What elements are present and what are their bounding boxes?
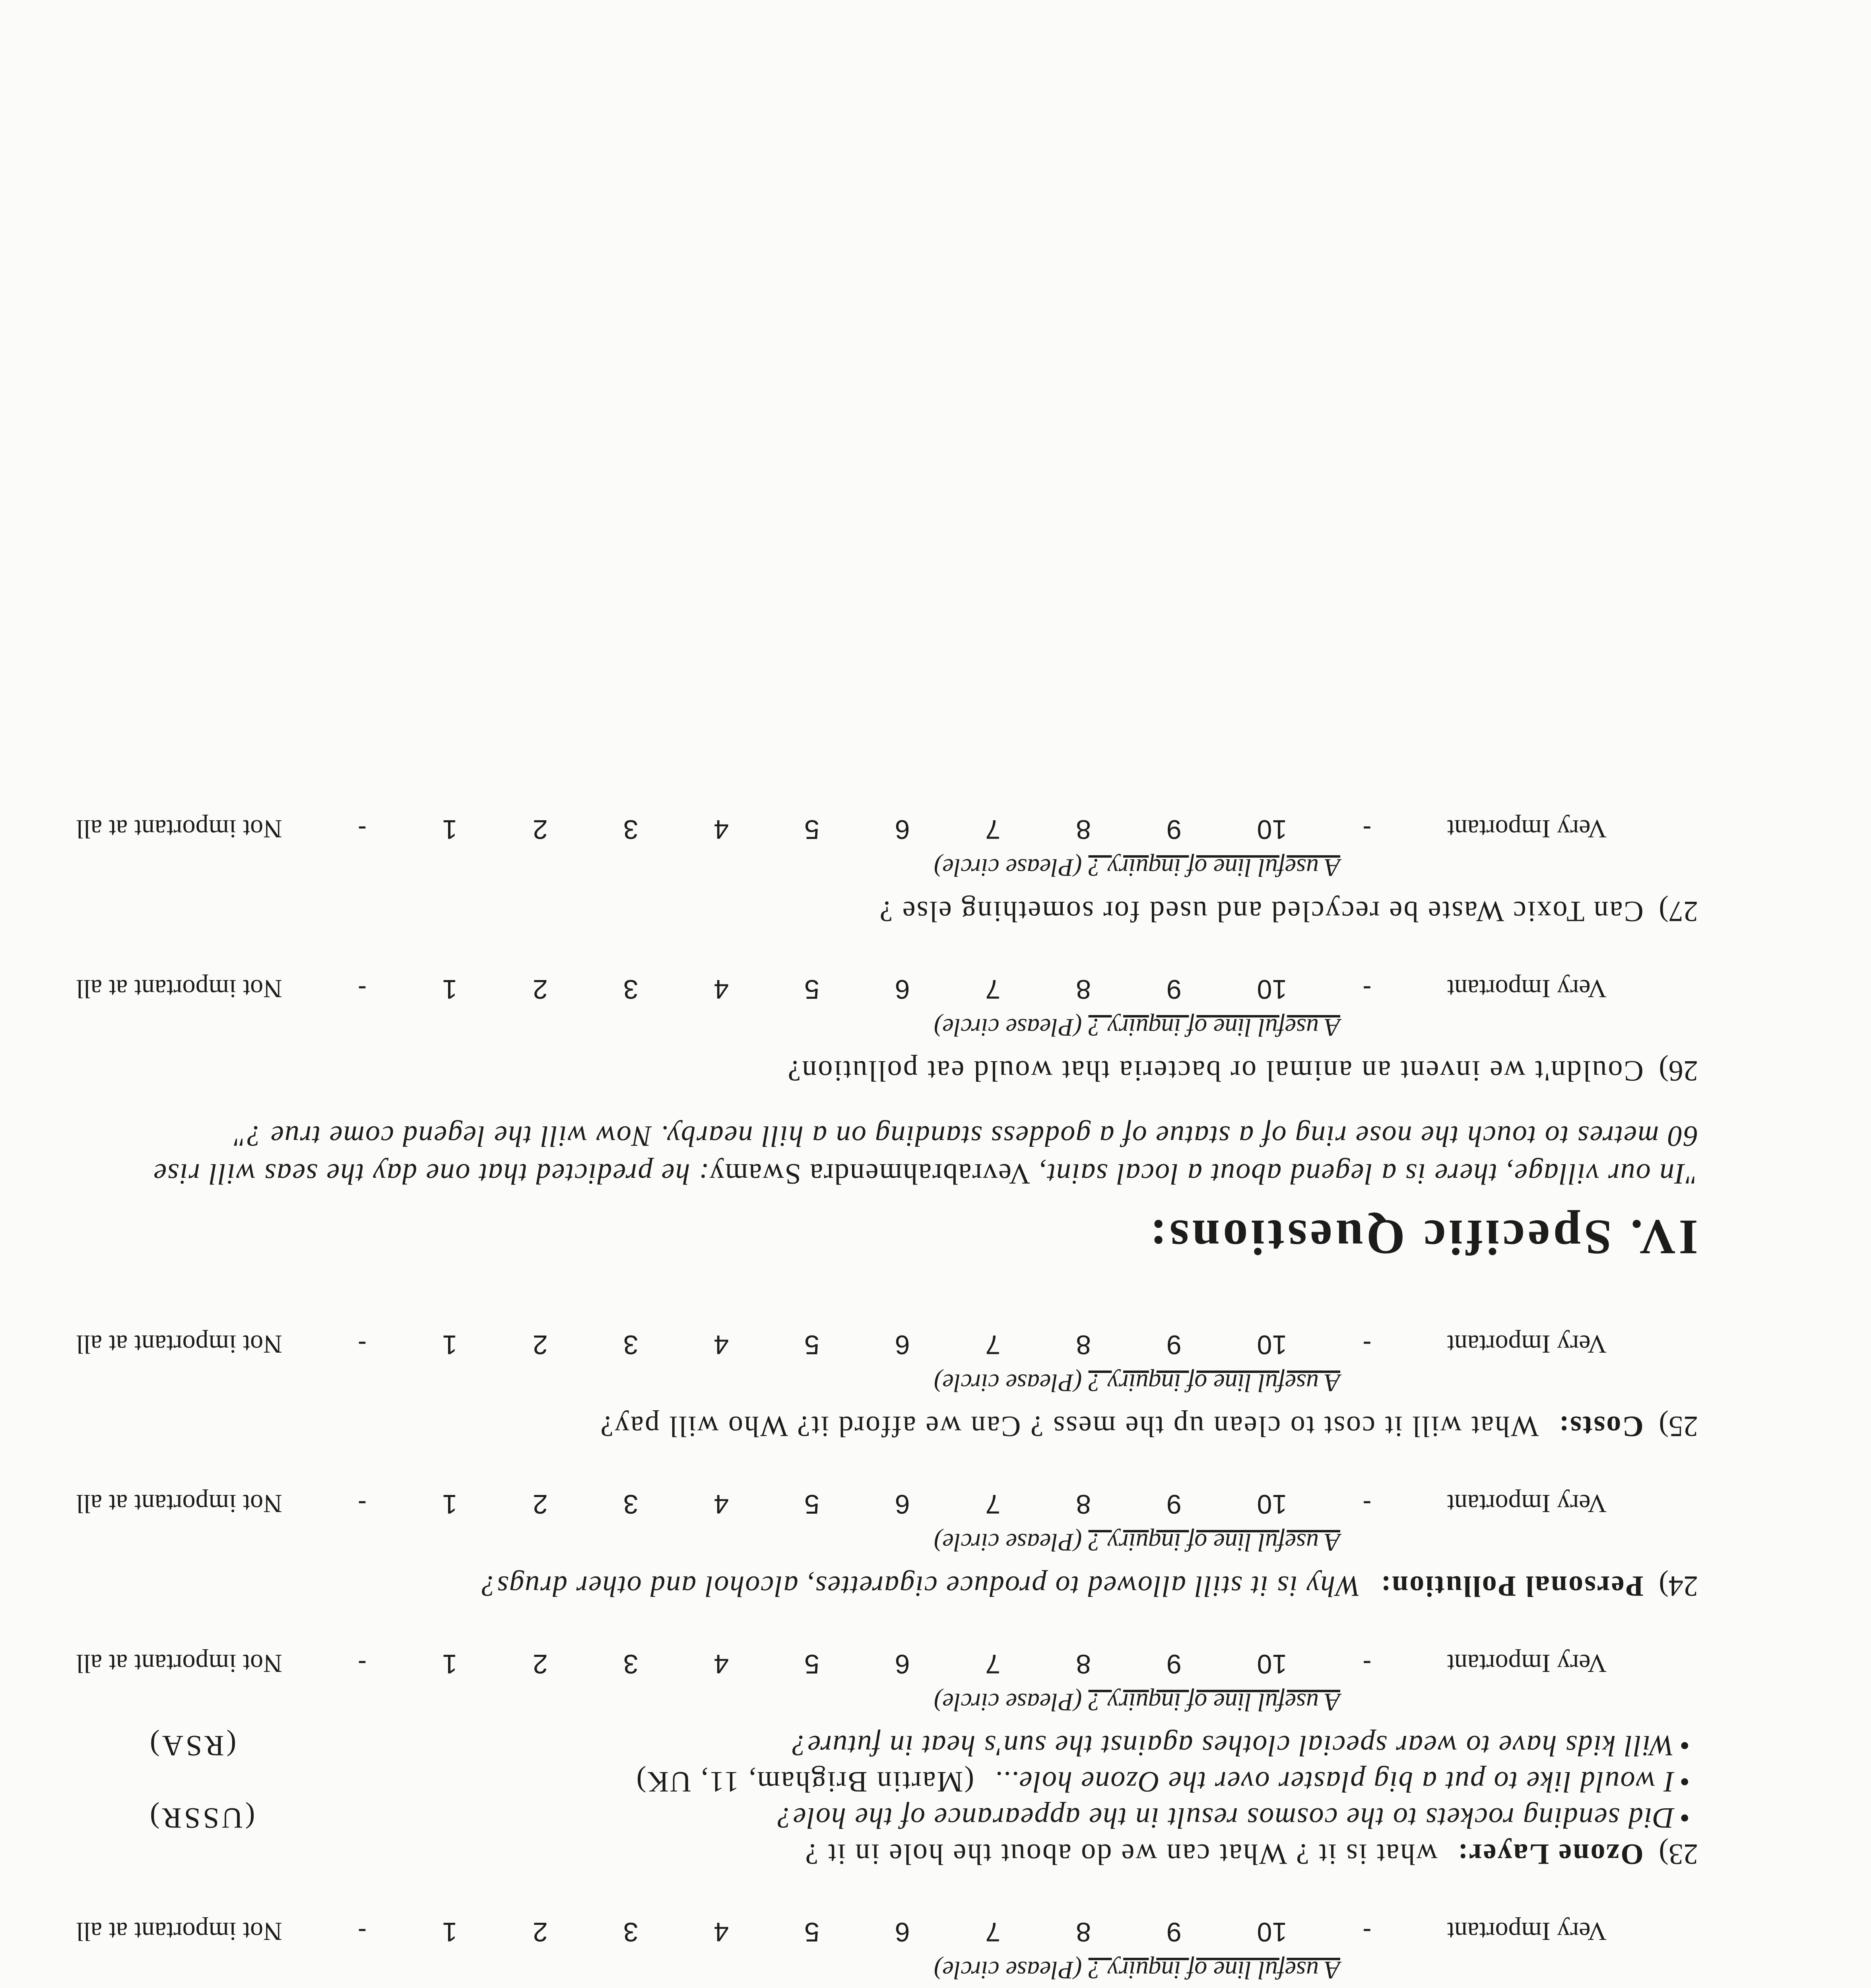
please-circle: (Please circle): [934, 1528, 1082, 1557]
scale-left-label: Very Important: [1447, 1648, 1607, 1678]
scale-left-label: Very Important: [1447, 974, 1607, 1003]
question-label: Ozone Layer:: [1457, 1838, 1644, 1871]
inquiry-label: A useful line of inquiry ?: [1088, 1688, 1340, 1716]
scale-option-5[interactable]: 5: [804, 1489, 819, 1520]
quote-end: : he predicted that one day the seas will rise 60 metres to touch the nose ring of a statue of a goddess standing on a hill nearby. Now will the legend come true ?": [153, 1120, 1698, 1190]
please-circle: (Please circle): [934, 1688, 1082, 1716]
scale-option-7[interactable]: 7: [985, 1917, 1001, 1947]
list-item: [148, 1800, 1690, 1836]
scale-option-1[interactable]: 1: [442, 814, 458, 845]
scale-option-4[interactable]: 4: [714, 814, 729, 845]
scale-option-9[interactable]: 9: [1166, 814, 1182, 845]
bullet-attribution: (Martin Brigham, 11, UK): [635, 1765, 974, 1798]
inquiry-prompt: [148, 1955, 1340, 1985]
scale-option-3[interactable]: 3: [623, 1489, 639, 1520]
bullet-text: Will kids have to wear special clothes against the sun's heat in future?: [791, 1729, 1675, 1762]
scale-option-3[interactable]: 3: [623, 974, 639, 1004]
scale-option-4[interactable]: 4: [714, 1917, 729, 1947]
scale-option-6[interactable]: 6: [895, 814, 910, 845]
scale-option-6[interactable]: 6: [895, 1917, 910, 1947]
inquiry-label: A useful line of inquiry ?: [1088, 1013, 1340, 1042]
scale-option-2[interactable]: 2: [532, 1329, 548, 1360]
scale-dash: -: [357, 1917, 367, 1947]
scale-dash: -: [1362, 814, 1372, 845]
scale-option-3[interactable]: 3: [623, 1329, 639, 1360]
please-circle: (Please circle): [934, 1956, 1082, 1985]
scale-option-2[interactable]: 2: [532, 1489, 548, 1520]
scale-dash: -: [357, 1329, 367, 1360]
scale-dash: -: [1362, 1648, 1372, 1679]
scale-left-label: Very Important: [1447, 1917, 1607, 1946]
inquiry-label: A useful line of inquiry ?: [1088, 854, 1340, 882]
rating-scale: [76, 1329, 1607, 1360]
inquiry-prompt: [148, 853, 1340, 882]
rating-scale: [76, 1648, 1607, 1679]
scale-option-4[interactable]: 4: [714, 1648, 729, 1679]
quote-start: "In our village, there is a legend about a local saint,: [1038, 1157, 1698, 1190]
scale-option-4[interactable]: 4: [714, 1329, 729, 1360]
please-circle: (Please circle): [934, 1013, 1082, 1042]
question-23: [148, 1727, 1698, 1873]
scale-dash: -: [1362, 974, 1372, 1004]
question-number: 23): [1659, 1838, 1698, 1871]
scale-option-4[interactable]: 4: [714, 1489, 729, 1520]
inquiry-label: A useful line of inquiry ?: [1088, 1369, 1340, 1397]
scale-option-6[interactable]: 6: [895, 1489, 910, 1520]
scale-right-label: Not important at all: [76, 1917, 282, 1946]
bullet-text: I would like to put a big plaster over the Ozone hole...: [994, 1765, 1675, 1798]
question-number: 25): [1659, 1410, 1698, 1443]
inquiry-label: A useful line of inquiry ?: [1088, 1956, 1340, 1985]
scale-option-10[interactable]: 10: [1257, 814, 1287, 845]
bullet-attribution: (USSR): [148, 1801, 255, 1834]
scale-option-1[interactable]: 1: [442, 1329, 458, 1360]
question-text: Couldn't we invent an animal or bacteria that would eat pollution?: [786, 1054, 1644, 1087]
list-item: [148, 1763, 1690, 1800]
scale-option-7[interactable]: 7: [985, 1648, 1001, 1679]
scale-option-8[interactable]: 8: [1076, 974, 1091, 1004]
scale-option-3[interactable]: 3: [623, 1648, 639, 1679]
scale-dash: -: [357, 814, 367, 845]
question-text: Why is it still allowed to produce cigarettes, alcohol and other drugs?: [481, 1569, 1361, 1602]
question-number: 26): [1659, 1054, 1698, 1087]
quote-name: Vevrabrahmendra Swamy: [708, 1157, 1031, 1190]
scale-dash: -: [1362, 1489, 1372, 1520]
scale-option-10[interactable]: 10: [1257, 1329, 1287, 1360]
scale-option-4[interactable]: 4: [714, 974, 729, 1004]
inquiry-label: A useful line of inquiry ?: [1088, 1528, 1340, 1557]
question-number: 24): [1659, 1569, 1698, 1602]
scale-option-7[interactable]: 7: [985, 974, 1001, 1004]
scale-option-1[interactable]: 1: [442, 974, 458, 1004]
rating-scale: [76, 973, 1607, 1005]
section-title: IV. Specific Questions:: [1147, 1209, 1698, 1264]
please-circle: (Please circle): [934, 854, 1082, 882]
page-content: [76, 770, 1698, 1988]
scale-option-10[interactable]: 10: [1257, 974, 1287, 1004]
scale-dash: -: [357, 1648, 367, 1679]
scale-option-10[interactable]: 10: [1257, 1489, 1287, 1520]
scale-option-5[interactable]: 5: [804, 1917, 819, 1947]
scale-option-10[interactable]: 10: [1257, 1648, 1287, 1679]
scale-option-9[interactable]: 9: [1166, 1329, 1182, 1360]
scale-option-8[interactable]: 8: [1076, 1489, 1091, 1520]
question-number: 27): [1659, 895, 1698, 928]
please-circle: (Please circle): [934, 1369, 1082, 1397]
question-25: [148, 1408, 1698, 1445]
scale-option-6[interactable]: 6: [895, 974, 910, 1004]
inquiry-prompt: [148, 1013, 1340, 1042]
scale-right-label: Not important at all: [76, 1648, 282, 1678]
rating-scale: [76, 1488, 1607, 1520]
question-23-list: [148, 1727, 1690, 1836]
question-label: Personal Pollution:: [1380, 1569, 1644, 1602]
inquiry-prompt: [148, 1368, 1340, 1398]
scale-left-label: Very Important: [1447, 1329, 1607, 1359]
scale-dash: -: [1362, 1917, 1372, 1947]
question-26: [148, 1052, 1698, 1089]
section-quote: [148, 1117, 1698, 1192]
scale-option-2[interactable]: 2: [532, 814, 548, 845]
scale-left-label: Very Important: [1447, 1489, 1607, 1518]
scale-option-2[interactable]: 2: [532, 1648, 548, 1679]
scale-right-label: Not important at all: [76, 814, 282, 844]
scale-option-10[interactable]: 10: [1257, 1917, 1287, 1947]
scale-dash: -: [357, 974, 367, 1004]
scale-dash: -: [1362, 1329, 1372, 1360]
scale-left-label: Very Important: [1447, 814, 1607, 844]
inquiry-prompt: [148, 1528, 1340, 1557]
question-text: What will it cost to clean up the mess ? Can we afford it? Who will pay?: [599, 1410, 1539, 1443]
scale-option-8[interactable]: 8: [1076, 814, 1091, 845]
scale-option-9[interactable]: 9: [1166, 1917, 1182, 1947]
scale-option-1[interactable]: 1: [442, 1917, 458, 1947]
scale-option-2[interactable]: 2: [532, 1917, 548, 1947]
scale-option-9[interactable]: 9: [1166, 1648, 1182, 1679]
scale-option-5[interactable]: 5: [804, 974, 819, 1004]
bullet-attribution: (RSA): [148, 1729, 237, 1762]
inquiry-prompt: [148, 1687, 1340, 1717]
list-item: [148, 1727, 1690, 1763]
scale-option-9[interactable]: 9: [1166, 1489, 1182, 1520]
scale-option-5[interactable]: 5: [804, 1648, 819, 1679]
scale-right-label: Not important at all: [76, 1329, 282, 1359]
scale-option-7[interactable]: 7: [985, 814, 1001, 845]
question-text: Can Toxic Waste be recycled and used for something else ?: [878, 895, 1644, 928]
scale-option-5[interactable]: 5: [804, 814, 819, 845]
question-27: [148, 893, 1698, 930]
scale-right-label: Not important at all: [76, 974, 282, 1003]
scale-option-1[interactable]: 1: [442, 1648, 458, 1679]
question-24: [148, 1567, 1698, 1604]
bullet-text: Did sending rockets to the cosmos result in the appearance of the hole?: [776, 1801, 1675, 1834]
rating-scale: [76, 1916, 1607, 1947]
scale-option-1[interactable]: 1: [442, 1489, 458, 1520]
scale-option-6[interactable]: 6: [895, 1329, 910, 1360]
scale-option-7[interactable]: 7: [985, 1489, 1001, 1520]
scale-option-8[interactable]: 8: [1076, 1329, 1091, 1360]
question-text: what is it ? What can we do about the hole in it ?: [804, 1838, 1438, 1871]
question-label: Costs:: [1558, 1410, 1644, 1443]
scale-option-8[interactable]: 8: [1076, 1917, 1091, 1947]
scale-option-5[interactable]: 5: [804, 1329, 819, 1360]
scale-option-6[interactable]: 6: [895, 1648, 910, 1679]
scale-option-8[interactable]: 8: [1076, 1648, 1091, 1679]
scale-option-7[interactable]: 7: [985, 1329, 1001, 1360]
scale-option-2[interactable]: 2: [532, 974, 548, 1004]
scale-option-9[interactable]: 9: [1166, 974, 1182, 1004]
scale-right-label: Not important at all: [76, 1489, 282, 1518]
scale-dash: -: [357, 1489, 367, 1520]
scale-option-3[interactable]: 3: [623, 814, 639, 845]
rating-scale: [76, 813, 1607, 845]
scale-option-3[interactable]: 3: [623, 1917, 639, 1947]
